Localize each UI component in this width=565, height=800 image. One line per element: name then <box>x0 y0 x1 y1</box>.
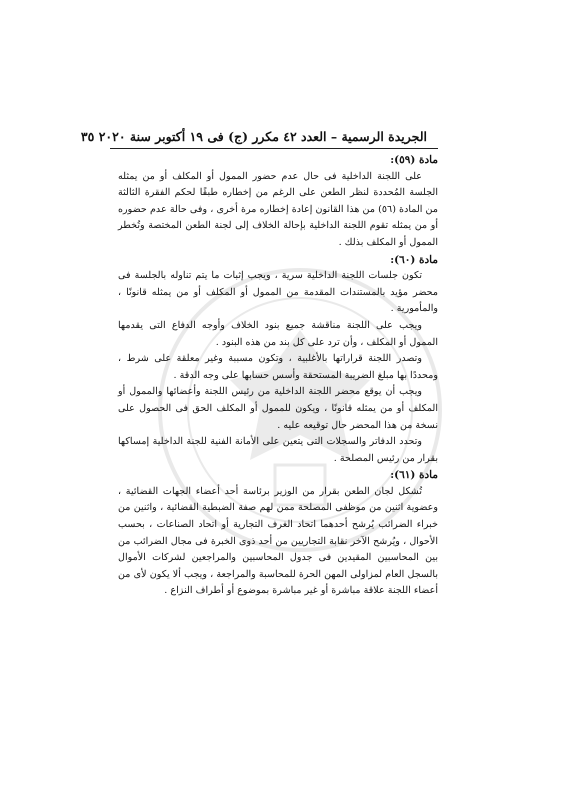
article-title: مادة (٦٠): <box>390 253 438 266</box>
article-61 <box>118 467 438 600</box>
paragraph: وتصدر اللجنة قراراتها بالأغلبية ، وتكون مسببة وغير معلقة على شرط ، ومحددًا بها مبلغ الضريبة المستحقة وأسس حسابها على وجه الدقة . <box>118 353 438 381</box>
paragraph: ويجب على اللجنة مناقشة جميع بنود الخلاف وأوجه الدفاع التى يقدمها الممول أو المكلف ، وأن ترد على كل بند من هذه البنود . <box>118 319 438 348</box>
article-60 <box>118 252 438 468</box>
gazette-header: الجريدة الرسمية – العدد ٤٢ مكرر (ج) فى ١٩ أكتوبر سنة ٢٠٢٠ ٣٥ <box>80 129 427 144</box>
header-divider <box>110 148 438 149</box>
paragraph: ويجب أن يوقع محضر اللجنة الداخلية من رئيس اللجنة وأعضائها والممول أو المكلف أو من يمثله قانونًا ، ويكون للممول أو المكلف الحق فى الحصول على نسخة من هذا المحضر حال توقيعه عليه . <box>118 386 438 431</box>
article-59 <box>118 152 438 252</box>
article-title: مادة (٥٩): <box>390 154 438 166</box>
paragraph: تُشكل لجان الطعن بقرار من الوزير برئاسة أحد أعضاء الجهات القضائية ، وعضوية اثنين من موظفى المصلحة ممن لهم صفة الضبطية القضائية ، واثنين من خبراء الضرائب يُرشح أحدهما اتحاد الغرف التجارية أو اتحاد الصناعات ، بحسب الأحوال ، ويُرشح الآخر نقابة التجاريين من أحد ذوى الخبرة فى مجال الضرائب من بين المحاسبين المقيدين فى جدول المحاسبين والمراجعين لشركات الأموال بالسجل العام لمزاولى المهن الحرة للمحاسبة والمراجعة ، ويجب ألا يكون لأى من أعضاء اللجنة علاقة مباشرة أو غير مباشرة بموضوع أو أطراف النزاع . <box>118 485 438 597</box>
document-body <box>118 152 438 600</box>
paragraph: وتحدد الدفاتر والسجلات التى يتعين على الأمانة الفنية للجنة الداخلية إمساكها بقرار من رئيس المصلحة . <box>118 436 438 464</box>
article-title: مادة (٦١): <box>390 469 438 482</box>
paragraph: تكون جلسات اللجنة الداخلية سرية ، ويجب إثبات ما يتم تناوله بالجلسة فى محضر مؤيد بالمستندات المقدمة من الممول أو المكلف أو من يمثله قانونًا ، والمأمورية . <box>118 270 438 315</box>
paragraph: على اللجنة الداخلية فى حال عدم حضور الممول أو المكلف أو من يمثله الجلسة المُحددة لنظر الطعن على الرغم من إخطاره طبقًا لحكم الفقرة الثالثة من المادة (٥٦) من هذا القانون إعادة إخطاره مرة أخرى ، وفى حالة عدم حضوره أو من يمثله تقوم اللجنة الداخلية بإحالة الخلاف إلى لجنة الطعن المختصة وتُخطر الممول أو المكلف بذلك . <box>118 170 438 248</box>
